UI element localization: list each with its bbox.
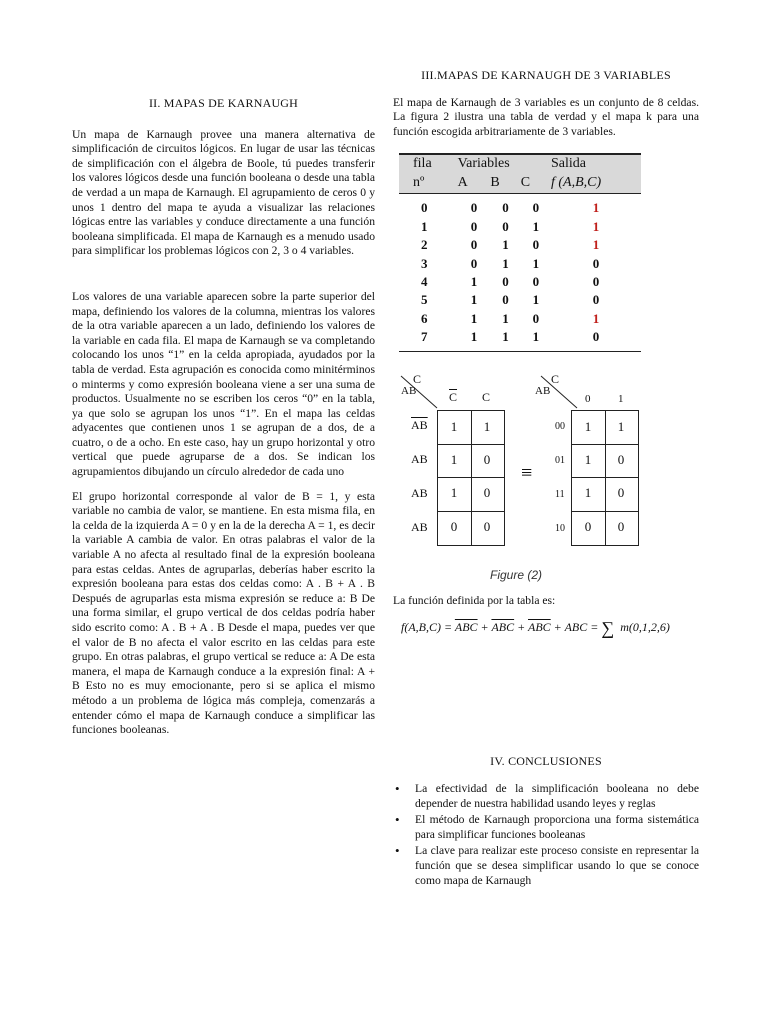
kmap2-cell: 0 xyxy=(617,451,625,467)
table-row xyxy=(399,273,641,291)
table-cell: 1 xyxy=(532,255,540,271)
header-f: f (A,B,C) xyxy=(551,174,641,193)
table-row xyxy=(399,236,641,254)
kmap1-cell: 1 xyxy=(450,418,458,434)
figure-caption: Figure (2) xyxy=(489,567,542,582)
table-cell: 0 xyxy=(592,292,600,308)
table-cell: 0 xyxy=(470,237,478,253)
kmap2-cell: 1 xyxy=(617,418,625,434)
table-cell: 1 xyxy=(592,310,600,326)
karnaugh-maps xyxy=(393,372,699,584)
list-item: • El método de Karnaugh proporciona una forma sistemática para simplificar funciones booleanas xyxy=(393,812,699,842)
table-cell: 0 xyxy=(532,200,540,216)
equivalence-symbol: ≡ xyxy=(521,461,533,484)
formula-lhs: f(A,B,C) = xyxy=(401,620,455,635)
conclusions-list xyxy=(393,781,699,888)
table-cell: 1 xyxy=(421,218,428,234)
formula-term-3: $\overline{ABC}$ xyxy=(528,620,551,635)
table-cell: 0 xyxy=(551,328,641,351)
formula-term-2 xyxy=(491,620,514,634)
table-cell: 1 xyxy=(490,328,520,351)
kmap1-cell: 1 xyxy=(483,418,491,434)
header-c: C xyxy=(521,174,551,193)
section-2-paragraph-3: El grupo horizontal corresponde al valor de B = 1, y esta variable no cambia de valor, se mantiene. En esta misma fila, en la celda de la izquierda A = 0 y en la de la derecha A = 1, es decir la variable A cambia de valor. En otras palabras el valor de la variable A no afecta al resultado final de la expresión booleana para estas celdas. Antes de agruparlas, deberías haber escrito la expresión booleana para estas dos celdas como: A . B + A . B Después de agruparlas esta misma expresión se reduce a: B De una forma similar, el grupo vertical de dos celdas podría haber sido escrito como: A . B + A . B Desde el mapa, puedes ver que el valor de B no afecta el valor escrito en las celdas para este grupo. En otras palabras, el grupo vertical se reduce a: A De esta manera, el mapa de Karnaugh conduce a la expresión final: A + B Esto no es muy emocionante, pero si se aplica el mismo método a un problema de lógica más compleja, comenzarás a entender cómo el mapa de Karnaugh conduce a simplificar las funciones booleanas. xyxy=(72,489,375,737)
kmap1-cell: 1 xyxy=(450,484,458,500)
kmap1-col-label: $\overline{C}$ xyxy=(449,389,458,404)
kmap2-cell: 0 xyxy=(584,518,592,534)
header-n: nº xyxy=(399,174,458,193)
table-cell: 1 xyxy=(502,237,509,253)
table-cell: 5 xyxy=(421,292,428,308)
table-cell: 1 xyxy=(592,200,600,216)
header-a: A xyxy=(458,174,491,193)
kmap2-cell: 0 xyxy=(617,484,625,500)
kmap1-row-label xyxy=(411,452,428,467)
table-cell: 4 xyxy=(421,274,428,290)
kmap1-row-label: AB xyxy=(411,519,428,534)
kmap1-row-label: AB xyxy=(411,485,428,500)
sigma-symbol: ∑ xyxy=(601,618,615,639)
kmap2-col-label: 0 xyxy=(585,392,591,405)
table-cell: 0 xyxy=(502,292,509,308)
formula-term-1: $\overline{ABC}$ xyxy=(454,620,478,635)
left-column xyxy=(72,96,375,738)
kmap1-cell: 0 xyxy=(450,518,458,534)
kmap1-cell: 0 xyxy=(483,451,491,467)
header-b: B xyxy=(490,174,520,193)
table-cell: 1 xyxy=(470,310,478,326)
kmap1-col-label: C xyxy=(482,389,491,404)
table-cell: 1 xyxy=(532,292,540,308)
kmap1-row-label xyxy=(411,418,428,433)
truth-table xyxy=(399,153,641,351)
table-cell: 2 xyxy=(421,237,428,253)
kmap2-cell: 1 xyxy=(584,484,592,500)
table-cell: 0 xyxy=(470,218,478,234)
kmap1-row-label-text: AB xyxy=(411,451,428,466)
list-item: • La clave para realizar este proceso consiste en representar la función que se desea simplificar usando lo que se conoce como mapa de Karnaugh xyxy=(393,843,699,888)
kmap1-cell: 0 xyxy=(483,484,491,500)
section-4-title: IV. CONCLUSIONES xyxy=(490,754,602,768)
kmap1-grid xyxy=(437,410,505,546)
table-cell: 1 xyxy=(502,310,509,326)
kmap2-c-label: C xyxy=(551,371,560,386)
kmap2-cell: 1 xyxy=(584,418,592,434)
kmap1-row-label-text: $\overline{AB}$ xyxy=(411,417,428,432)
table-cell: 1 xyxy=(458,328,491,351)
header-salida: Salida xyxy=(551,154,641,174)
kmap2-row-label: 00 xyxy=(555,420,565,432)
kmap1-cell: 0 xyxy=(483,518,491,534)
table-cell: 0 xyxy=(470,255,478,271)
kmap1-cell: 1 xyxy=(450,451,458,467)
table-cell: 0 xyxy=(502,274,509,290)
kmap2-cell: 0 xyxy=(617,518,625,534)
kmap2-grid xyxy=(571,410,639,546)
table-cell: 3 xyxy=(421,255,428,271)
table-cell: 0 xyxy=(532,237,540,253)
section-3-intro: El mapa de Karnaugh de 3 variables es un conjunto de 8 celdas. La figura 2 ilustra una tabla de verdad y el mapa k para una función escogida arbitrariamente de 3 variables. xyxy=(393,95,699,138)
kmap2-cell: 1 xyxy=(584,451,592,467)
table-cell: 0 xyxy=(470,200,478,216)
section-2-paragraph-2: Los valores de una variable aparecen sobre la parte superior del mapa, definiendo los valores de la columna, mientras los valores de la otra variable aparecen a un lado, definiendo los valores de la variable en cada fila. El mapa de Karnaugh se va completando colocando los unos “1” en la celda apropiada, ayudados por la tabla de verdad. Esta agrupación es conocida como minitérminos o minterms y como expresión booleana viene a ser una suma de productos. Usualmente no se escriben los ceros “0” en la tabla, ya que solo se agrupan los unos “1”. En el mapa las celdas adyacentes que contienen unos 1 se agrupan de a dos, de a cuatro, o de a ocho. En este caso, hay un grupo horizontal y otro vertical que puede agruparse de a dos. Se indican los agrupamientos dibujando un círculo alrededor de cada uno xyxy=(72,289,375,479)
formula-term-4: ABC xyxy=(564,620,588,635)
kmap1-c-label: C xyxy=(413,371,422,386)
table-cell: 0 xyxy=(421,200,428,216)
table-cell: 0 xyxy=(502,200,509,216)
right-column xyxy=(393,68,699,639)
table-cell: 0 xyxy=(502,218,509,234)
table-row xyxy=(399,328,641,351)
table-cell: 0 xyxy=(592,274,600,290)
header-variables: Variables xyxy=(458,154,551,174)
table-row xyxy=(399,255,641,273)
conclusions-section xyxy=(393,754,699,889)
table-cell: 6 xyxy=(421,310,428,326)
table-cell: 1 xyxy=(521,328,551,351)
section-2-paragraph-1: Un mapa de Karnaugh provee una manera alternativa de simplificación de circuitos lógicos. En lugar de usar las técnicas de simplificación con el álgebra de Boole, tú puedes transferir los valores lógicos desde una función booleana o desde una tabla de verdad a un mapa de Karnaugh. El agrupamiento de ceros 0 y unos 1 dentro del mapa te ayuda a visualizar las relaciones lógicas entre las variables y conduce directamente a una función booleana simplificada. El mapa de Karnaugh es a menudo usado para simplificar los problemas lógicos con 2, 3 o 4 variables. xyxy=(72,127,375,258)
kmap1-ab-label: AB xyxy=(401,384,417,397)
list-item: • La efectividad de la simplificación booleana no debe depender de nuestra habilidad usando leyes y reglas xyxy=(393,781,699,811)
table-cell: 1 xyxy=(532,218,540,234)
table-cell: 7 xyxy=(399,328,458,351)
table-cell: 0 xyxy=(532,310,540,326)
kmap2-row-label: 11 xyxy=(555,488,565,500)
header-fila: fila xyxy=(399,154,458,174)
formula-minterms: m(0,1,2,6) xyxy=(620,620,670,635)
table-cell: 0 xyxy=(532,274,540,290)
kmap2-ab-label: AB xyxy=(535,384,551,397)
table-row xyxy=(399,193,641,218)
table-row xyxy=(399,218,641,236)
table-cell: 1 xyxy=(502,255,509,271)
boolean-formula: $f(A,B,C) = \overline{ABC} + \overline{ABC} + \overline{ABC}$ + ABC = ∑ m(0,1,2,6) xyxy=(401,618,670,639)
section-2-title: II. MAPAS DE KARNAUGH xyxy=(148,96,299,110)
kmap2-row-label: 01 xyxy=(555,454,565,466)
formula-eq: = xyxy=(590,620,602,635)
truth-table-body xyxy=(399,193,641,351)
kmap2-col-label: 1 xyxy=(618,392,624,405)
table-row xyxy=(399,310,641,328)
table-cell: 1 xyxy=(470,292,478,308)
kmap2-row-label: 10 xyxy=(555,522,565,534)
table-cell: 1 xyxy=(470,274,478,290)
table-cell: 0 xyxy=(592,255,600,271)
table-cell: 1 xyxy=(592,237,600,253)
section-3-title: III.MAPAS DE KARNAUGH DE 3 VARIABLES xyxy=(421,68,671,82)
formula-term-2-text: $\overline{ABC}$ xyxy=(491,620,515,635)
table-row xyxy=(399,292,641,310)
table-cell: 1 xyxy=(592,218,600,234)
function-label: La función definida por la tabla es: xyxy=(393,593,556,607)
